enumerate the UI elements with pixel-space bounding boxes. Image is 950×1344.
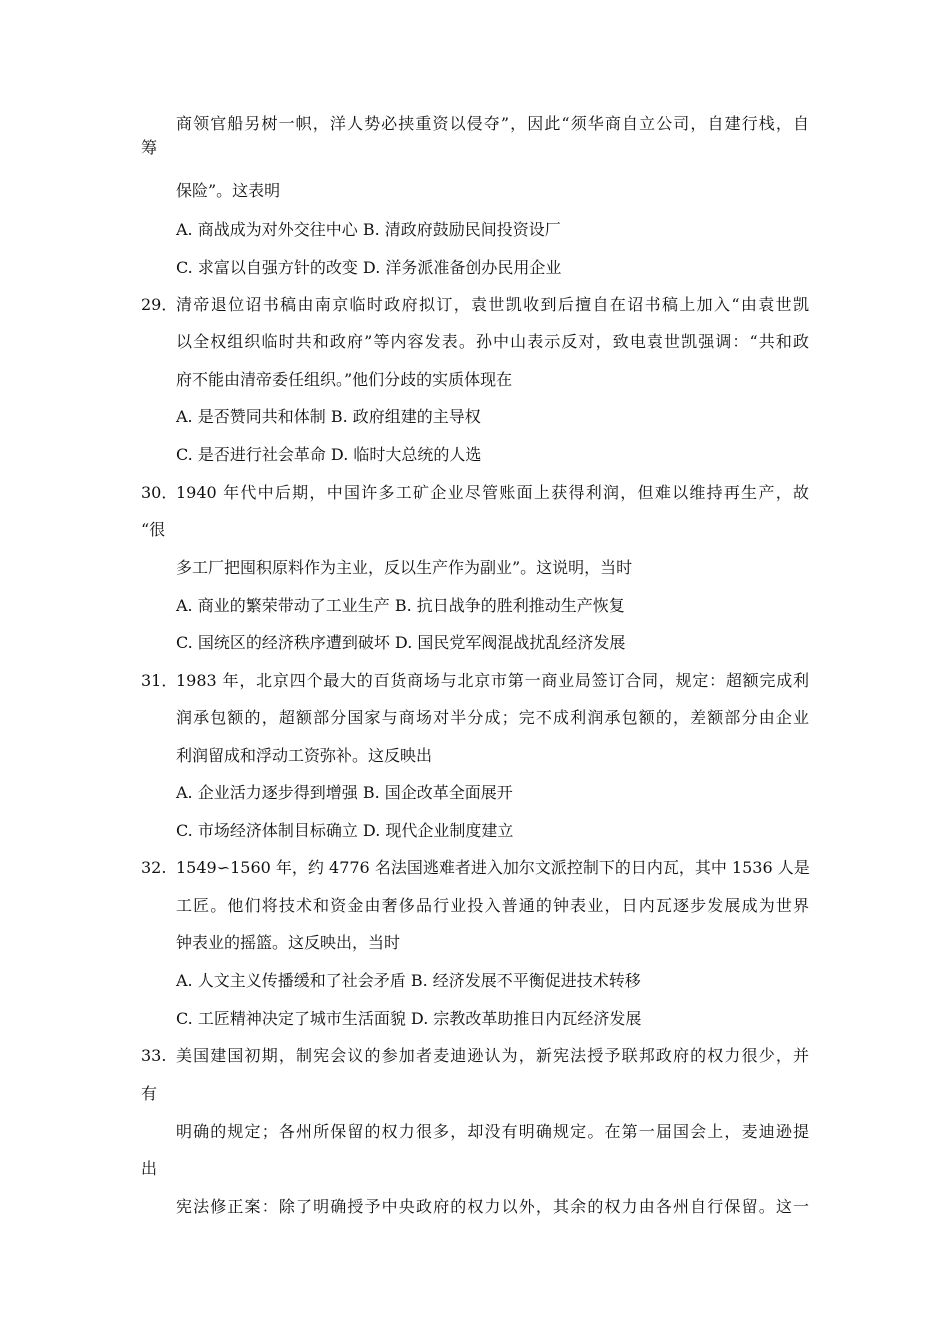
- q30-options-cd: C. 国统区的经济秩序遭到破坏 D. 国民党军阀混战扰乱经济发展: [176, 633, 626, 652]
- q28-line2: 保险”。这表明: [176, 181, 281, 200]
- q33-line2-wrap: 出: [141, 1159, 158, 1178]
- q28-options-ab: A. 商战成为对外交往中心 B. 清政府鼓励民间投资设厂: [176, 220, 561, 239]
- q29-options-ab: A. 是否赞同共和体制 B. 政府组建的主导权: [176, 407, 481, 426]
- q28-options-cd: C. 求富以自强方针的改变 D. 洋务派准备创办民用企业: [176, 258, 562, 277]
- q29-line1: 清帝退位诏书稿由南京临时政府拟订，袁世凯收到后擅自在诏书稿上加入“由袁世凯: [176, 295, 809, 314]
- q30-line1-wrap: “很: [141, 520, 166, 539]
- q31-number: 31．: [141, 671, 178, 690]
- q28-line1-wrap: 筹: [141, 138, 158, 157]
- q32-line2: 工匠。他们将技术和资金由奢侈品行业投入普通的钟表业，日内瓦逐步发展成为世界: [176, 896, 809, 915]
- q32-number: 32.: [141, 858, 167, 877]
- q30-line1: 1940 年代中后期，中国许多工矿企业尽管账面上获得利润，但难以维持再生产，故: [176, 483, 809, 502]
- q30-number: 30．: [141, 483, 178, 502]
- q33-line2: 明确的规定；各州所保留的权力很多，却没有明确规定。在第一届国会上，麦迪逊提: [176, 1122, 809, 1141]
- q33-line1-wrap: 有: [141, 1084, 158, 1103]
- q29-line2: 以全权组织临时共和政府”等内容发表。孙中山表示反对，致电袁世凯强调：“共和政: [176, 332, 809, 351]
- q33-number: 33.: [141, 1046, 167, 1065]
- q32-line3: 钟表业的摇篮。这反映出，当时: [176, 933, 401, 952]
- q29-options-cd: C. 是否进行社会革命 D. 临时大总统的人选: [176, 445, 482, 464]
- q33-line1: 美国建国初期，制宪会议的参加者麦迪逊认为，新宪法授予联邦政府的权力很少，并: [176, 1046, 809, 1065]
- q30-line2: 多工厂把囤积原料作为主业，反以生产作为副业”。这说明，当时: [176, 558, 633, 577]
- q31-options-ab: A. 企业活力逐步得到增强 B. 国企改革全面展开: [176, 783, 513, 802]
- q31-line3: 利润留成和浮动工资弥补。这反映出: [176, 746, 433, 765]
- q31-options-cd: C. 市场经济体制目标确立 D. 现代企业制度建立: [176, 821, 514, 840]
- q33-line3: 宪法修正案：除了明确授予中央政府的权力以外，其余的权力由各州自行保留。这一: [176, 1197, 809, 1216]
- q28-line1: 商领官船另树一帜，洋人势必挟重资以侵夺”，因此“须华商自立公司，自建行栈，自: [176, 114, 809, 133]
- q31-line2: 润承包额的，超额部分国家与商场对半分成；完不成利润承包额的，差额部分由企业: [176, 708, 809, 727]
- q30-options-ab: A. 商业的繁荣带动了工业生产 B. 抗日战争的胜利推动生产恢复: [176, 596, 625, 615]
- q32-options-cd: C. 工匠精神决定了城市生活面貌 D. 宗教改革助推日内瓦经济发展: [176, 1009, 642, 1028]
- q29-line3: 府不能由清帝委任组织。”他们分歧的实质体现在: [176, 370, 513, 389]
- q31-line1: 1983 年，北京四个最大的百货商场与北京市第一商业局签订合同，规定：超额完成利: [176, 671, 809, 690]
- q32-line1: 1549∽1560 年，约 4776 名法国逃难者进入加尔文派控制下的日内瓦，其中 1536 人是: [176, 858, 810, 877]
- q32-options-ab: A. 人文主义传播缓和了社会矛盾 B. 经济发展不平衡促进技术转移: [176, 971, 641, 990]
- q29-number: 29．: [141, 295, 178, 314]
